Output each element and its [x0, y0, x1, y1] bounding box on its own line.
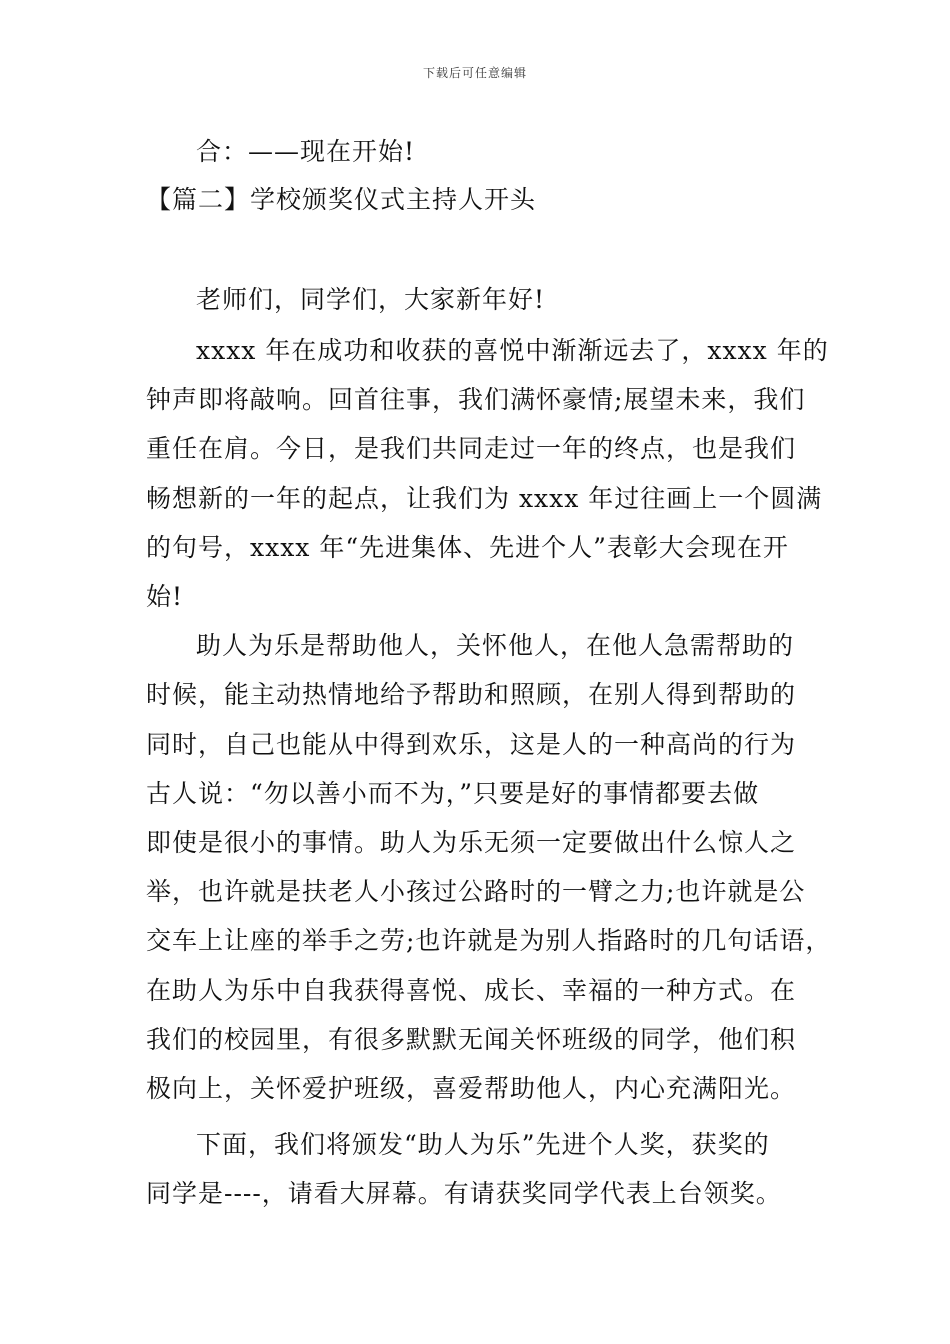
closing-line: 合：——现在开始!	[196, 137, 416, 166]
greeting-line: 老师们，同学们，大家新年好!	[196, 285, 546, 314]
paragraph-line: xxxx 年在成功和收获的喜悦中渐渐远去了，xxxx 年的	[196, 336, 829, 365]
paragraph-line: 极向上，关怀爱护班级，喜爱帮助他人，内心充满阳光。	[146, 1074, 797, 1103]
paragraph-line: 古人说：“勿以善小而不为，”只要是好的事情都要去做	[146, 779, 760, 808]
paragraph-line: 的句号，xxxx 年“先进集体、先进个人”表彰大会现在开	[146, 533, 789, 562]
paragraph-line: 交车上让座的举手之劳;也许就是为别人指路时的几句话语，	[146, 926, 832, 955]
paragraph-line: 即使是很小的事情。助人为乐无须一定要做出什么惊人之	[146, 828, 797, 857]
paragraph-line: 助人为乐是帮助他人，关怀他人，在他人急需帮助的	[196, 631, 795, 660]
paragraph-line: 在助人为乐中自我获得喜悦、成长、幸福的一种方式。在	[146, 976, 797, 1005]
paragraph-line: 始!	[146, 582, 184, 611]
paragraph-line: 举，也许就是扶老人小孩过公路时的一臂之力;也许就是公	[146, 877, 806, 906]
paragraph-line: 钟声即将敲响。回首往事，我们满怀豪情;展望未来，我们	[146, 385, 806, 414]
paragraph-line: 同时，自己也能从中得到欢乐，这是人的一种高尚的行为	[146, 730, 797, 759]
section-heading: 【篇二】学校颁奖仪式主持人开头	[146, 185, 537, 214]
paragraph-line: 同学是----，请看大屏幕。有请获奖同学代表上台领奖。	[146, 1179, 782, 1208]
paragraph-line: 下面，我们将颁发“助人为乐”先进个人奖，获奖的	[196, 1130, 770, 1159]
paragraph-line: 时候，能主动热情地给予帮助和照顾，在别人得到帮助的	[146, 680, 797, 709]
page-header: 下载后可任意编辑	[422, 66, 527, 80]
paragraph-line: 畅想新的一年的起点，让我们为 xxxx 年过往画上一个圆满	[146, 484, 823, 513]
paragraph-line: 重任在肩。今日，是我们共同走过一年的终点，也是我们	[146, 434, 797, 463]
paragraph-line: 我们的校园里，有很多默默无闻关怀班级的同学，他们积	[146, 1025, 797, 1054]
